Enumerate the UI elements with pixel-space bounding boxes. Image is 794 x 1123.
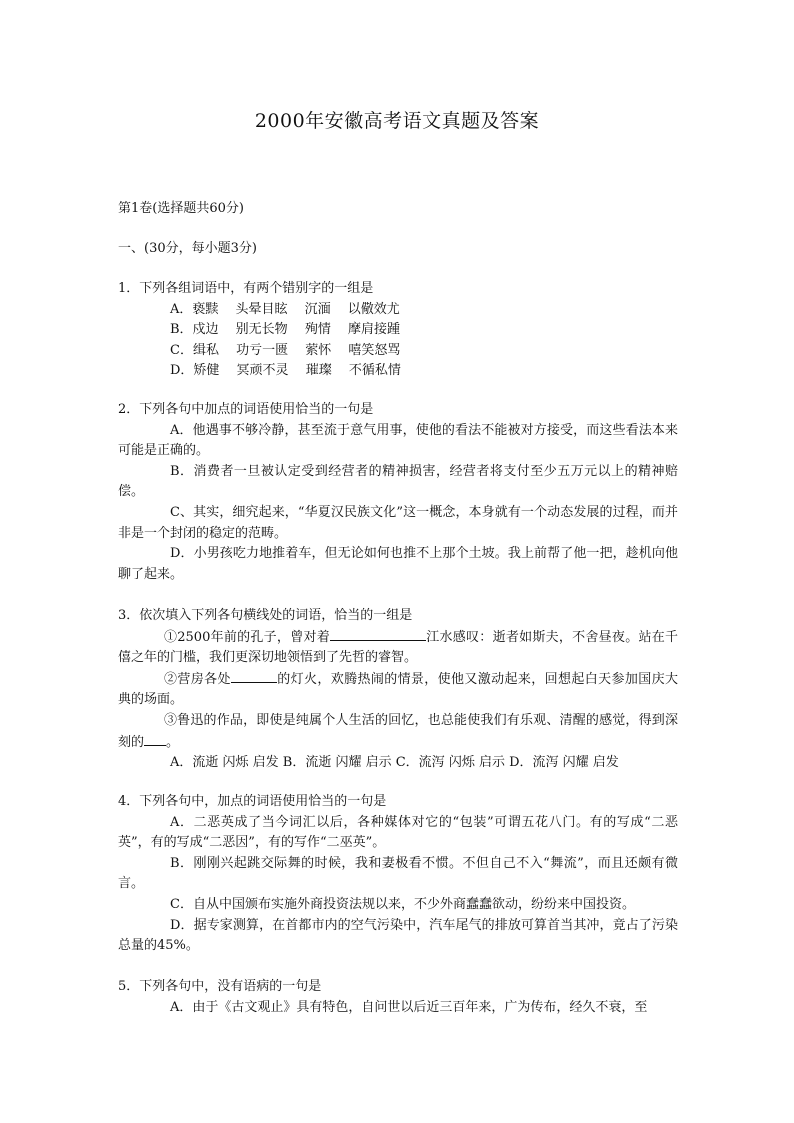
question-4-option-a: A．二恶英成了当今词汇以后，各种媒体对它的“包装”可谓五花八门。有的写成“二恶英”，有的写成“二恶因”，有的写作“二巫英”。 — [118, 814, 678, 851]
question-4-option-c: C．自从中国颁布实施外商投资法规以来，不少外商蠢蠢欲动，纷纷来中国投资。 — [170, 896, 635, 912]
answer-blank-1 — [330, 627, 426, 641]
question-4-stem: 4．下列各句中，加点的词语使用恰当的一句是 — [118, 794, 387, 809]
question-3-sentence-1 — [118, 627, 678, 669]
question-2-option-a: A．他遇事不够冷静，甚至流于意气用事，使他的看法不能被对方接受，而这些看法本来可能是正确的。 — [118, 422, 678, 459]
part-label: 一、(30分，每小题3分) — [118, 241, 257, 256]
section-label: 第1卷(选择题共60分) — [118, 201, 244, 216]
document-title: 2000年安徽高考语文真题及答案 — [254, 110, 540, 132]
question-3-stem: 3．依次填入下列各句横线处的词语，恰当的一组是 — [118, 608, 413, 623]
question-3-options: A．流逝 闪烁 启发 B．流逝 闪耀 启示 C．流泻 闪烁 启示 D．流泻 闪耀 启发 — [170, 755, 619, 771]
question-3 — [118, 606, 678, 774]
question-3-sentence-3-end: 。 — [166, 734, 180, 750]
question-1-option-a: A．亵黩 头晕目眩 沉湎 以儆效尤 — [170, 301, 400, 317]
question-1-stem: 1．下列各组词语中，有两个错别字的一组是 — [118, 281, 374, 296]
question-3-sentence-2-end: 的灯火，欢腾热闹的情景，使他又激动起来，回想起白天参加国庆大典的场面。 — [118, 671, 678, 708]
question-2-stem: 2．下列各句中加点的词语使用恰当的一句是 — [118, 402, 374, 417]
answer-blank-3 — [144, 732, 166, 746]
question-3-sentence-3-start: ③鲁迅的作品，即使是纯属个人生活的回忆，也总能使我们有乐观、清醒的感觉，得到深刻的 — [118, 712, 678, 750]
question-4 — [118, 792, 678, 957]
question-3-sentence-1-start: ①2500年前的孔子，曾对着 — [164, 629, 330, 645]
question-1-option-b: B．戍边 别无长物 殉情 摩肩接踵 — [170, 322, 400, 338]
question-1-option-c: C．缉私 功亏一匮 萦怀 嘻笑怒骂 — [170, 342, 401, 358]
question-5-stem: 5．下列各句中，没有语病的一句是 — [118, 979, 322, 994]
question-5 — [118, 977, 678, 1018]
question-3-sentence-1-end: 江水感叹：逝者如斯夫，不舍昼夜。站在千僖之年的门槛，我们更深切地领悟到了先哲的睿智。 — [118, 629, 678, 666]
question-4-option-b: B．刚刚兴起跳交际舞的时候，我和妻极看不惯。不但自己不入“舞流”，而且还颇有微言。 — [118, 855, 678, 892]
section-heading — [118, 199, 678, 220]
question-4-option-d: D．据专家测算，在首都市内的空气污染中，汽车尾气的排放可算首当其冲，竟占了污染总量的45%。 — [118, 917, 678, 954]
question-3-sentence-3 — [118, 711, 678, 753]
question-1 — [118, 279, 678, 382]
question-5-option-a: A．由于《古文观止》具有特色，自问世以后近三百年来，广为传布，经久不衰，至 — [170, 999, 648, 1015]
question-2-option-b: B．消费者一旦被认定受到经营者的精神损害，经营者将支付至少五万元以上的精神赔偿。 — [118, 463, 678, 500]
question-2 — [118, 400, 678, 585]
question-1-option-d: D．矫健 冥顽不灵 璀璨 不循私情 — [170, 363, 401, 379]
question-3-sentence-2-start: ②营房各处 — [164, 671, 231, 687]
answer-blank-2 — [231, 669, 277, 683]
question-2-option-d: D．小男孩吃力地推着车，但无论如何也推不上那个土坡。我上前帮了他一把，趁机向他聊了起来。 — [118, 546, 678, 582]
question-3-sentence-2 — [118, 669, 678, 711]
part-heading — [118, 239, 678, 260]
question-2-option-c: C、其实，细究起来，“华夏汉民族文化”这一概念，本身就有一个动态发展的过程，而并非是一个封闭的稳定的范畴。 — [118, 504, 678, 541]
